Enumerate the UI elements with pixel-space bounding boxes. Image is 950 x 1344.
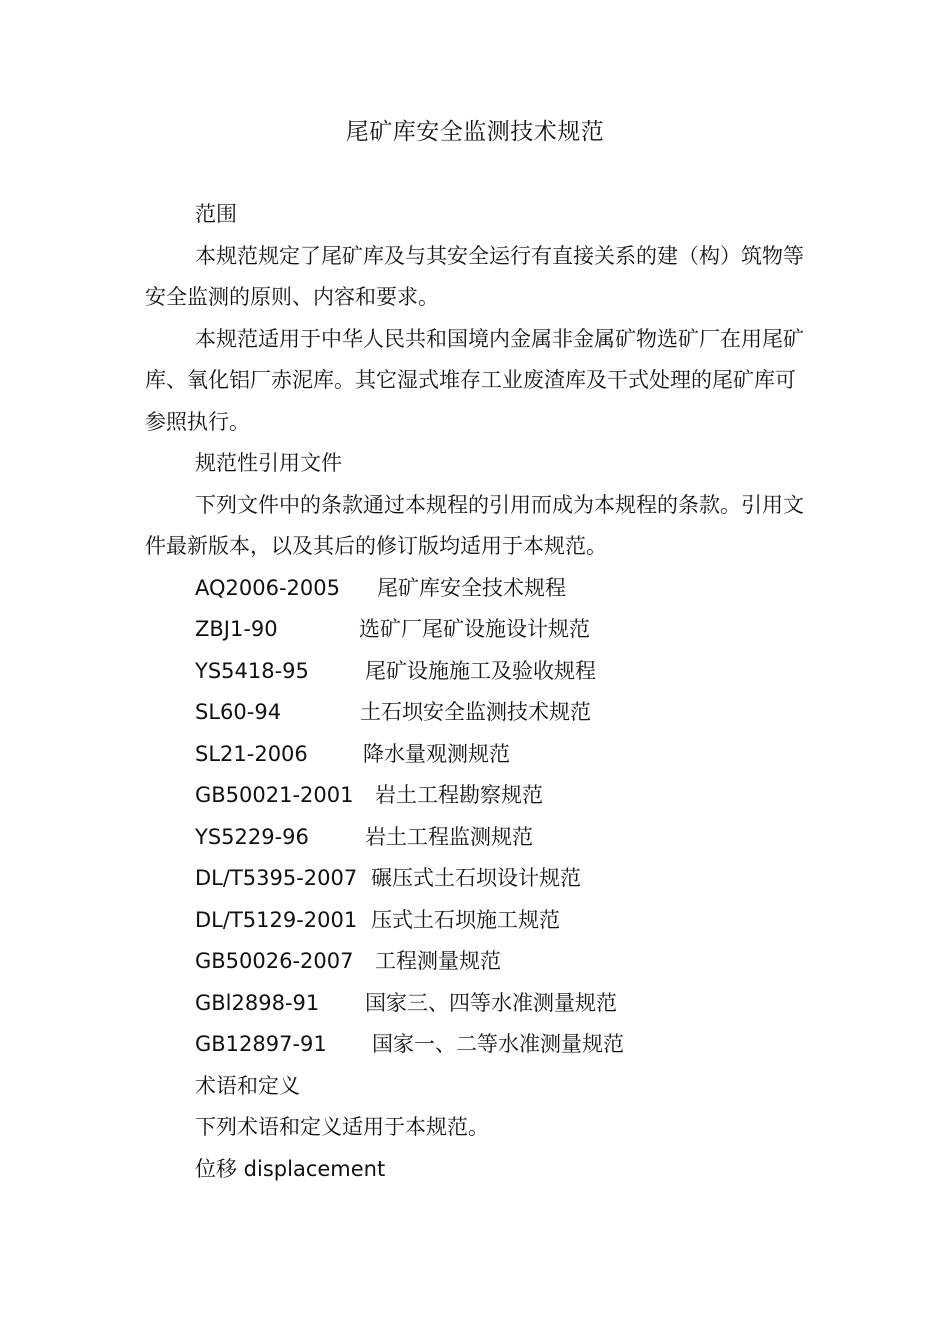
reference-name: 选矿厂尾矿设施设计规范	[359, 617, 590, 641]
reference-name: 工程测量规范	[375, 949, 501, 973]
reference-code: SL21-2006	[195, 741, 308, 766]
reference-name: 国家三、四等水准测量规范	[365, 990, 617, 1015]
reference-item	[145, 651, 810, 693]
reference-item	[145, 609, 810, 651]
term-displacement: 位移 displacement	[195, 1156, 386, 1181]
reference-name: 尾矿库安全技术规程	[377, 575, 566, 600]
reference-item	[145, 941, 810, 983]
references-intro: 下列文件中的条款通过本规程的引用而成为本规程的条款。引用文件最新版本，以及其后的修订版均适用于本规范。	[145, 492, 804, 558]
reference-item	[145, 1024, 810, 1066]
document-title: 尾矿库安全监测技术规范	[345, 119, 605, 145]
reference-code: GBl2898-91	[195, 990, 320, 1015]
reference-code: YS5229-96	[195, 824, 309, 849]
scope-paragraph-2: 本规范适用于中华人民共和国境内金属非金属矿物选矿厂在用尾矿库、氧化铝厂赤泥库。其它湿式堆存工业废渣库及干式处理的尾矿库可参照执行。	[145, 326, 804, 434]
scope-heading: 范围	[195, 202, 237, 226]
terms-heading: 术语和定义	[195, 1073, 300, 1098]
reference-code: GB50026-2007	[195, 949, 354, 973]
reference-code: GB12897-91	[195, 1032, 327, 1056]
document-body	[145, 194, 810, 1190]
reference-item	[145, 858, 810, 900]
reference-name: 压式土石坝施工规范	[371, 907, 560, 932]
reference-item	[145, 817, 810, 859]
reference-code: AQ2006-2005	[195, 575, 340, 600]
reference-code: DL/T5395-2007	[195, 866, 358, 890]
terms-intro: 下列术语和定义适用于本规范。	[195, 1115, 489, 1139]
reference-item	[145, 734, 810, 776]
reference-code: GB50021-2001	[195, 783, 354, 807]
reference-name: 岩土工程监测规范	[365, 824, 533, 849]
reference-item	[145, 900, 810, 942]
reference-item	[145, 692, 810, 734]
reference-name: 土石坝安全监测技术规范	[360, 700, 591, 724]
reference-item	[145, 983, 810, 1025]
reference-name: 岩土工程勘察规范	[375, 783, 543, 807]
reference-name: 尾矿设施施工及验收规程	[365, 658, 596, 683]
reference-code: SL60-94	[195, 700, 282, 724]
reference-item	[145, 775, 810, 817]
reference-code: ZBJ1-90	[195, 617, 278, 641]
scope-paragraph-1: 本规范规定了尾矿库及与其安全运行有直接关系的建（构）筑物等安全监测的原则、内容和要求。	[145, 243, 804, 309]
reference-name: 国家一、二等水准测量规范	[372, 1032, 624, 1056]
reference-item	[145, 568, 810, 610]
reference-name: 降水量观测规范	[363, 741, 510, 766]
reference-code: YS5418-95	[195, 658, 309, 683]
references-heading: 规范性引用文件	[195, 451, 342, 475]
reference-name: 碾压式土石坝设计规范	[371, 866, 581, 890]
reference-code: DL/T5129-2001	[195, 907, 358, 932]
